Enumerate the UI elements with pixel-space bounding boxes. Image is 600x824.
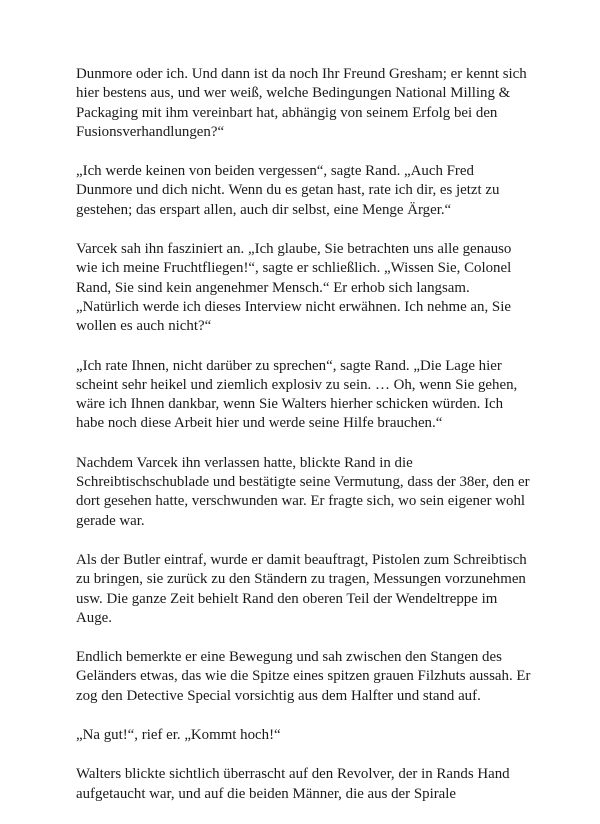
text-line: Auge. <box>76 609 112 626</box>
text-line: habe noch diese Arbeit hier und werde seine Hilfe brauchen.“ <box>76 415 443 432</box>
paragraph <box>76 454 536 531</box>
text-line: hier bestens aus, und wer weiß, welche Bedingungen National Milling & <box>76 85 511 102</box>
text-line: gerade war. <box>76 512 145 529</box>
paragraph <box>76 240 536 336</box>
text-line: dort gesehen hatte, verschwunden war. Er fragte sich, wo sein eigener wohl <box>76 493 526 510</box>
text-line: Walters blickte sichtlich überrascht auf den Revolver, der in Rands Hand <box>76 766 510 783</box>
text-line: zu bringen, sie zurück zu den Ständern zu tragen, Messungen vorzunehmen <box>76 571 526 588</box>
text-line: Dunmore oder ich. Und dann ist da noch Ihr Freund Gresham; er kennt sich <box>76 66 527 82</box>
text-line: „Ich rate Ihnen, nicht darüber zu sprechen“, sagte Rand. „Die Lage hier <box>76 357 502 374</box>
text-line: „Na gut!“, rief er. „Kommt hoch!“ <box>76 727 281 744</box>
text-line: aufgetaucht war, und auf die beiden Männer, die aus der Spirale <box>76 785 457 802</box>
text-line: Varcek sah ihn fasziniert an. „Ich glaube, Sie betrachten uns alle genauso <box>76 241 512 258</box>
text-line: „Natürlich werde ich dieses Interview nicht erwähnen. Ich nehme an, Sie <box>76 298 511 315</box>
text-line: Schreibtischschublade und bestätigte seine Vermutung, dass der 38er, den er <box>76 474 530 491</box>
text-line: „Ich werde keinen von beiden vergessen“, sagte Rand. „Auch Fred <box>76 163 474 180</box>
paragraph <box>76 648 536 706</box>
paragraph <box>76 162 536 220</box>
text-line: usw. Die ganze Zeit behielt Rand den oberen Teil der Wendeltreppe im <box>76 590 498 607</box>
text-line: Nachdem Varcek ihn verlassen hatte, blickte Rand in die <box>76 454 413 471</box>
paragraph <box>76 551 536 628</box>
paragraph <box>76 726 536 745</box>
text-line: Fusionsverhandlungen?“ <box>76 123 225 140</box>
text-line: wäre ich Ihnen dankbar, wenn Sie Walters hierher schicken würden. Ich <box>76 396 504 413</box>
text-line: Rand, Sie sind kein angenehmer Mensch.“ Er erhob sich langsam. <box>76 279 470 296</box>
paragraph <box>76 357 536 434</box>
text-line: Endlich bemerkte er eine Bewegung und sah zwischen den Stangen des <box>76 649 502 666</box>
text-line: wollen es auch nicht?“ <box>76 318 212 335</box>
text-line: gestehen; das erspart allen, auch dir selbst, eine Menge Ärger.“ <box>76 201 452 218</box>
body-text <box>76 65 536 824</box>
text-line: Packaging mit ihm vereinbart hat, abhängig von seinem Erfolg bei den <box>76 104 498 121</box>
paragraph <box>76 65 536 142</box>
text-line: Dunmore und dich nicht. Wenn du es getan hast, rate ich dir, es jetzt zu <box>76 182 500 199</box>
text-line: zog den Detective Special vorsichtig aus dem Halfter und stand auf. <box>76 687 481 704</box>
text-line: Geländers etwas, das wie die Spitze eines spitzen grauen Filzhuts aussah. Er <box>76 668 531 685</box>
text-line: Als der Butler eintraf, wurde er damit beauftragt, Pistolen zum Schreibtisch <box>76 551 527 568</box>
paragraph <box>76 765 536 804</box>
text-line: scheint sehr heikel und ziemlich explosiv zu sein. … Oh, wenn Sie gehen, <box>76 376 518 393</box>
text-line: wie ich meine Fruchtfliegen!“, sagte er schließlich. „Wissen Sie, Colonel <box>76 260 512 277</box>
